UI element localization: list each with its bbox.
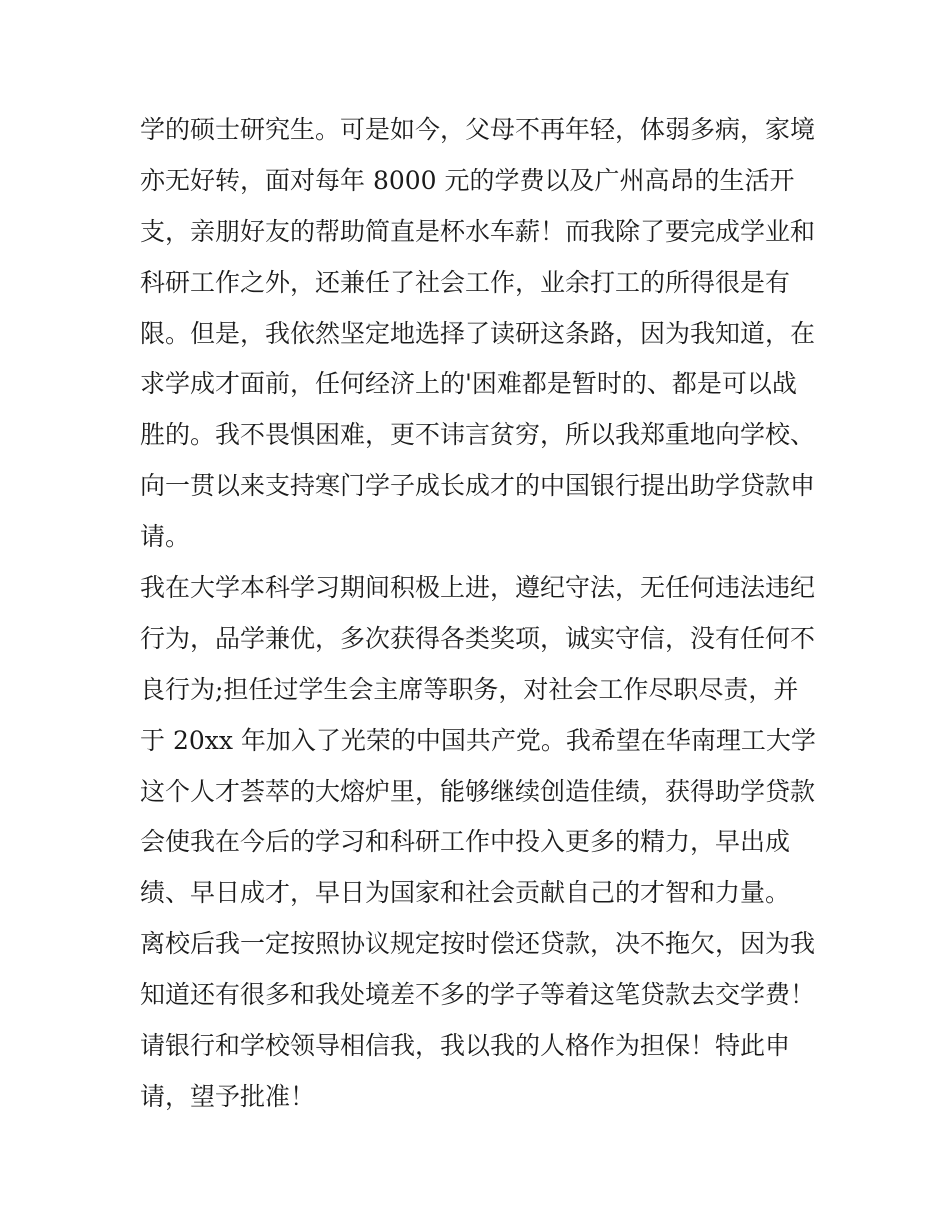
text-line: 请银行和学校领导相信我，我以我的人格作为担保！特此申: [140, 1031, 791, 1061]
text-line: 胜的。我不畏惧困难，更不讳言贫穷，所以我郑重地向学校、: [140, 420, 816, 450]
text-line: 行为，品学兼优，多次获得各类奖项，诚实守信，没有任何不: [140, 623, 816, 653]
text-line: 求学成才面前，任何经济上的'困难都是暂时的、都是可以战: [140, 369, 797, 399]
text-line: 良行为;担任过学生会主席等职务，对社会工作尽职尽责，并: [140, 674, 799, 704]
text-line: 我在大学本科学习期间积极上进，遵纪守法，无任何违法违纪: [140, 573, 816, 603]
text-line: 科研工作之外，还兼任了社会工作，业余打工的所得很是有: [140, 267, 791, 297]
text-line: 支，亲朋好友的帮助简直是杯水车薪！而我除了要完成学业和: [140, 216, 816, 246]
text-line: 限。但是，我依然坚定地选择了读研这条路，因为我知道，在: [140, 318, 816, 348]
text-line: 请。: [140, 522, 191, 552]
text-line: 绩、早日成才，早日为国家和社会贡献自己的才智和力量。: [140, 878, 791, 908]
text-line: 请，望予批准！: [140, 1081, 316, 1111]
text-line: 亦无好转，面对每年 8000 元的学费以及广州高昂的生活开: [140, 165, 795, 195]
text-line: 会使我在今后的学习和科研工作中投入更多的精力，早出成: [140, 827, 791, 857]
text-line: 这个人才荟萃的大熔炉里，能够继续创造佳绩，获得助学贷款: [140, 776, 816, 806]
text-line: 离校后我一定按照协议规定按时偿还贷款，决不拖欠，因为我: [140, 929, 816, 959]
text-line: 知道还有很多和我处境差不多的学子等着这笔贷款去交学费！: [140, 980, 816, 1010]
text-line: 于 20xx 年加入了光荣的中国共产党。我希望在华南理工大学: [140, 725, 816, 755]
text-line: 向一贯以来支持寒门学子成长成才的中国银行提出助学贷款申: [140, 471, 816, 501]
document-body: [140, 105, 820, 1123]
text-line: 学的硕士研究生。可是如今，父母不再年轻，体弱多病，家境: [140, 115, 816, 144]
